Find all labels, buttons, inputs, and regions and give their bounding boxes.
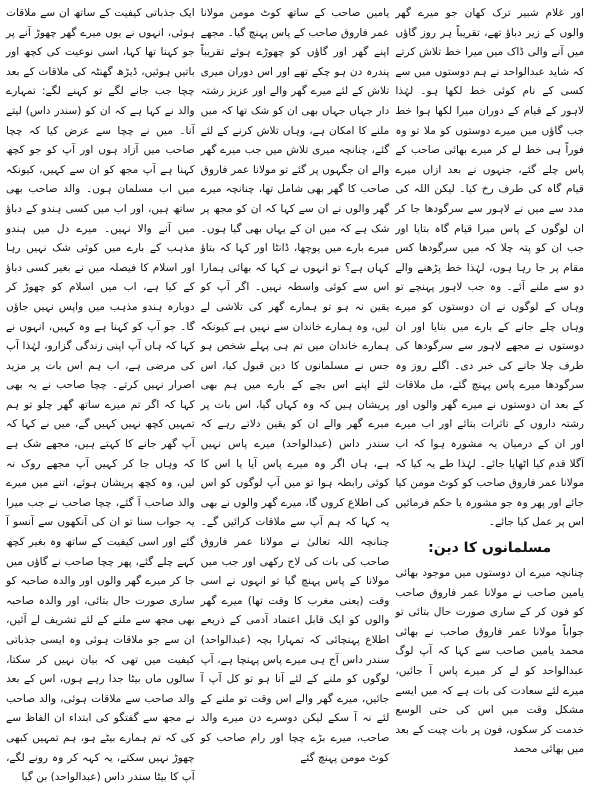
text-column-middle xyxy=(201,4,390,777)
paragraph: ایک جذباتی کیفیت کے ساتھ ان سے ملاقات ہوئی، انہوں نے یوں میرے گھر چھوڑ آنے پر جو کہنا تھا کہا، اسی نوعیت کی کچھ اور باتیں ہوئیں، ڈیڑھ گھنٹہ کی ملاقات کے بعد چچا جب جانے لگے تو کہنے لگے: تمہارے والد نے کہا ہے کہ ان کو (سندر داس) لیتے آنا۔ میں نے چچا سے عرض کیا کہ چچا صاحب میں آزاد ہوں اور آپ کو جو کچھ کہنا ہے آپ مجھ کو ان سے کہیں، کیونکہ میں اب مسلمان ہوں۔ والد صاحب بھی ساتھ ہیں، اور اب میں کسی ہندو کے دباؤ میں آنے والا نہیں۔ میرے دل میں ہندو مذہب کے بارے میں کوئی شک نہیں رہا اور اسلام کا فیصلہ میں نے بغیر کسی دباؤ کے کیا ہے، اب میں اسلام کو چھوڑ کر دوبارہ ہندو مذہب میں واپس نہیں جاؤں گا۔ جو آپ کو کہنا ہے وہ کہیں، انہوں نے کہا کہ ہاں آپ اپنی زندگی گزارو، لہٰذا آپ کی مرضی ہے، اب ہم اس بات پر مزید اصرار نہیں کرتے۔ چچا صاحب نے یہ بھی کہا کہ اگر تم میرے ساتھ گھر چلو تو ہم تمہیں کچھ نہیں کہیں گے، میں نے کہا کہ آپ گھر جانے کا کہتے ہیں، مجھے شک ہے کہ وہاں جا کر کہیں آپ مجھے روک نہ لیں، وہ کچھ پریشان ہوئے، اتنے میں میرے والد صاحب آ گئے، چچا صاحب نے جب میرا یہ جواب سنا تو ان کی آنکھوں سے آنسو آ گئے اور اسی کیفیت کے ساتھ وہ بغیر کچھ کہے چلے گئے، پھر چچا صاحب نے گاؤں میں جا کر میرے گھر والوں اور والدہ صاحبہ کو ساری صورت حال بتائی، اور والدہ صاحبہ بھی مجھ سے ملنے کے لئے تشریف لے آئیں، ان سے جو ملاقات ہوئی وہ ایسی جذباتی کیفیت میں تھی کہ بیان نہیں کر سکتا، سالوں ماں بیٹا جدا رہے ہوں، اس کے بعد والد صاحب سے ملاقات ہوئی، والد صاحب نے مجھ سے گفتگو کی ابتداء ان الفاظ سے کی کہ تم ہمارے بیٹے ہو، ہم تمہیں کبھی چھوڑ نہیں سکتے، یہ کہہ کر وہ رونے لگے، آپ کا بیٹا سندر داس (عبدالواحد) بن گیا xyxy=(5,7,195,784)
paragraph: اور غلام شبیر ترک کھان جو میرے گھر والوں کے زیر دباؤ تھے، تقریباً ہر روز گاؤں میں آنے والی ڈاک میں میرا خط تلاش کرتے کہ شاید عبدالواحد نے ہم دوستوں میں سے کسی کے نام کوئی خط لکھا ہو۔ لہٰذا لاہور کے قیام کے دوران میرا لکھا ہوا خط جب گاؤں میں میرے دوستوں کو ملا تو وہ فوراً ہی خط لے کر میرے بھائی صاحب کے پاس چلے گئے، جنہوں نے بعد ازاں میرے قیام گاہ کی طرف رخ کیا۔ لیکن اللہ کی مدد سے میں نے لاہور سے سرگودھا جا کر ان لوگوں کے پاس میرا قیام گاہ بتایا اور جب ان کو پتہ چلا کہ میں سرگودھا کس مقام پر جا رہا ہوں، لہٰذا خط پڑھنے والے دو سے ملنے آئے۔ وہ جب لاہور پہنچے تو وہاں کے لوگوں نے ان دوستوں کو میرے وہاں چلے جانے کے بارے میں بتایا اور ان دوستوں نے مجھے لاہور سے سرگودھا کی طرف چلا جانے کی خبر دی۔ اگلے روز وہ سرگودھا میرے پاس پہنچ گئے، مل ملاقات کے بعد ان دوستوں نے میرے گھر والوں اور رشتہ داروں کے تاثرات بتائے اور اب میرے اور ان کے درمیان یہ مشورہ ہوا کہ اب آگلا قدم کیا اٹھایا جائے۔ لہٰذا طے یہ کیا کہ مولانا عمر فاروق صاحب کو کوٹ مومن کیا جائے اور پھر وہ جو مشورہ یا حکم فرمائیں اس پر عمل کیا جائے۔ xyxy=(395,7,584,529)
paragraph: یامین صاحب کے ساتھ کوٹ مومن مولانا عمر فاروق صاحب کے پاس پہنچ گیا۔ مجھے اپنے گھر اور گاؤں کو چھوڑے ہوئے تقریباً پندرہ دن ہو چکے تھے اور اس دوران میری تلاش کے لئے میرے گھر والے اور عزیز رشتہ دار جہاں جہاں بھی ان کو شک تھا کہ میں ملنے کا امکان ہے، وہاں تلاش کرنے کے لئے گئے، چنانچہ میری تلاش میں جب میرے گھر والے ان جگہوں پر گئے تو مولانا عمر فاروق صاحب کا گھر بھی شامل تھا، چنانچہ میرے گھر والوں نے ان سے کہا کہ ان کو مجھ پر شک ہے کہ میں ان کے یہاں بھی گیا ہوں۔ میرے بارے میں پوچھا، ڈانٹا اور کہا کہ بتاؤ کہاں ہے؟ تو انہوں نے کہا کہ بھائی ہمارا اس سے کوئی واسطہ نہیں۔ اگر آپ کو یقین نہ ہو تو ہمارے گھر کی تلاشی لے لیں، وہ ہمارے خاندان سے نہیں ہے کیونکہ ہمارے خاندان میں تم ہی پہلے شخص ہو جس نے مسلمانوں کا دین قبول کیا، اس لئے اپنے اس بچے کے بارے میں ہم بھی پریشان ہیں کہ وہ کہاں گیا، اس بات پر میرے گھر والے ان کو یقین دلاتے رہے کہ سندر داس (عبدالواحد) میرے پاس نہیں ہے، ہاں اگر وہ میرے پاس آیا یا اس کا کوئی رابطہ ہوا تو میں آپ لوگوں کو اس کی اطلاع کروں گا، میرے گھر والوں نے بھی یہ کہا کہ ہم آپ سے ملاقات کرائیں گے۔ چنانچہ اللہ تعالیٰ نے مولانا عمر فاروق صاحب کی بات کی لاج رکھی اور جب میں مولانا کے پاس پہنچ گیا تو انہوں نے اسی وقت (یعنی مغرب کا وقت تھا) میرے گھر والوں کو ایک قابل اعتماد آدمی کے ذریعے اطلاع پہنچائی کہ تمہارا بچہ (عبدالواحد) سندر داس آج ہی میرے پاس پہنچا ہے، آپ لوگوں کو ملنے کے لئے آنا ہو تو کل آپ آ جائیں، میرے گھر والے اس وقت تو ملنے کے لئے نہ آ سکے لیکن دوسرے دن میرے والد صاحب، میرے بڑے چچا اور رام صاحب کو کوٹ مومن پہنچ گئے xyxy=(200,7,390,764)
text-column-right xyxy=(395,4,584,777)
text-column-left xyxy=(5,4,195,784)
section-heading: مسلمانوں کا دین: xyxy=(428,540,552,557)
paragraph: چنانچہ میرے ان دوستوں میں موجود بھائی یامین صاحب نے مولانا عمر فاروق صاحب کو فون کر کے ساری صورت حال بتائی تو جواباً مولانا عمر فاروق صاحب نے بھائی محمد یامین صاحب سے کہا کہ آپ لوگ عبدالواحد کو لے کر میرے پاس آ جائیں، میرے لئے سعادت کی بات ہے کہ میں ایسے مشکل وقت میں اس کی حتی الوسع خدمت کر سکوں، فون پر بات چیت کے بعد میں بھائی محمد xyxy=(395,567,584,756)
